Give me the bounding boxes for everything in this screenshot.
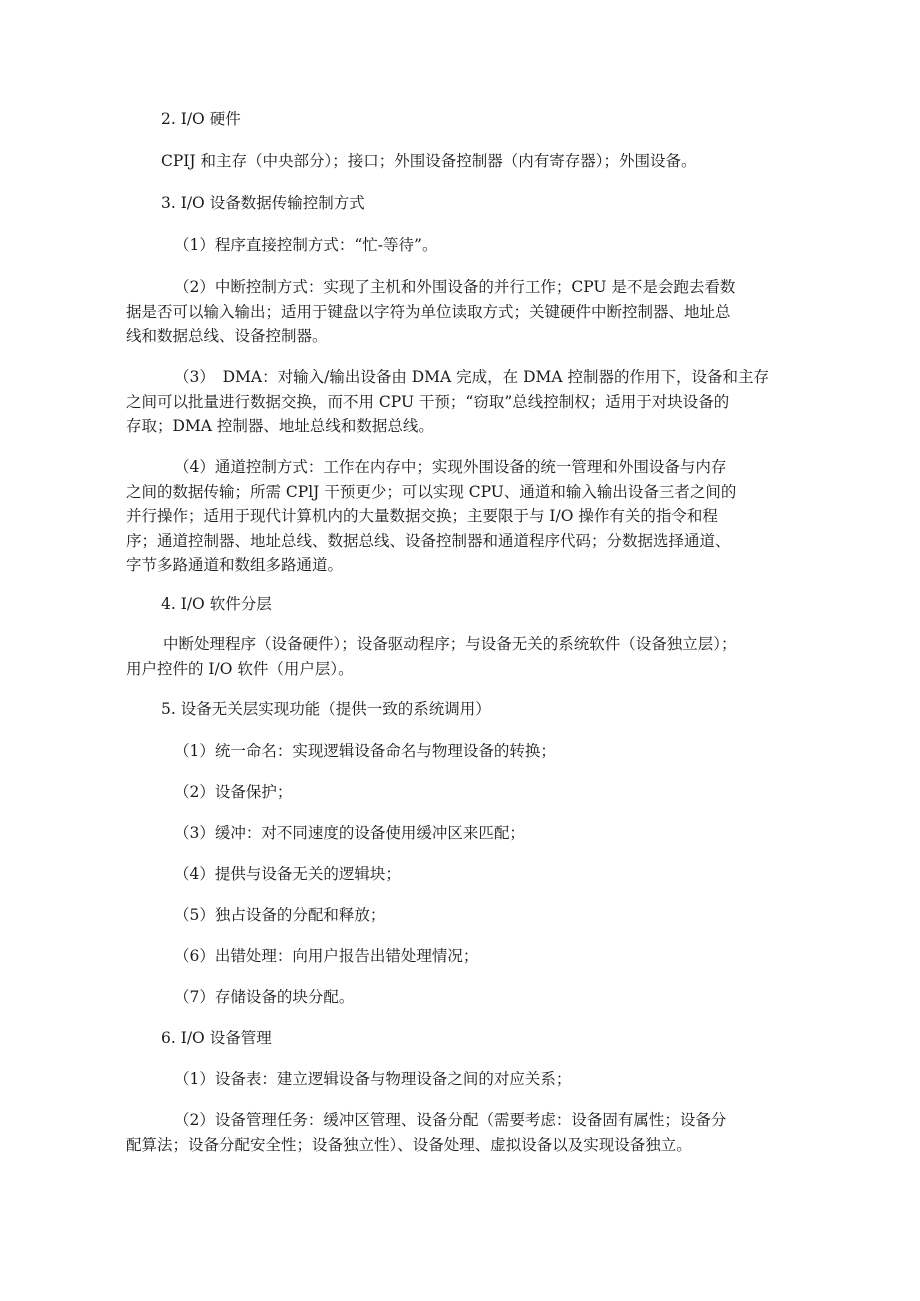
text-line: 线和数据总线、设备控制器。 (126, 327, 328, 345)
text-line: （7）存储设备的块分配。 (174, 988, 355, 1006)
text-line: （4）提供与设备无关的逻辑块； (174, 865, 401, 883)
text-line: （6）出错处理：向用户报告出错处理情况； (174, 947, 479, 965)
heading-device-management (161, 1026, 833, 1051)
text-line: （3）缓冲：对不同速度的设备使用缓冲区来匹配； (174, 824, 525, 842)
item-channel-control (126, 455, 798, 578)
text-line: （4）通道控制方式：工作在内存中；实现外围设备的统一管理和外围设备与内存 (174, 458, 727, 476)
text-line: （1）统一命名：实现逻辑设备命名与物理设备的转换； (174, 742, 556, 760)
text-line: 6. I/O 设备管理 (161, 1029, 272, 1047)
text-line: 之间可以批量进行数据交换，而不用 CPU 干预；“窃取”总线控制权；适用于对块设备的 (126, 392, 730, 411)
text-line: 配算法；设备分配安全性；设备独立性）、设备处理、虚拟设备以及实现设备独立。 (126, 1135, 692, 1154)
item-management-tasks (126, 1108, 798, 1157)
text-line: 3. I/O 设备数据传输控制方式 (161, 194, 365, 212)
item-interrupt-control (126, 275, 798, 349)
heading-transfer-control (161, 191, 833, 216)
text-line: （2）中断控制方式：实现了主机和外围设备的并行工作；CPU 是不是会跑去看数 (174, 278, 736, 296)
heading-software-layers (161, 592, 833, 617)
text-line: 字节多路通道和数组多路通道。 (126, 556, 344, 574)
text-line: 之间的数据传输；所需 CPlJ 干预更少；可以实现 CPU、通道和输入输出设备三者之间的 (126, 482, 737, 501)
text-line: （5）独占设备的分配和释放； (174, 906, 386, 924)
text-line: 序；通道控制器、地址总线、数据总线、设备控制器和通道程序代码；分数据选择通道、 (126, 531, 731, 550)
text-line: 4. I/O 软件分层 (161, 595, 272, 613)
text-line: （3） DMA：对输入/输出设备由 DMA 完成，在 DMA 控制器的作用下，设备和主存 (174, 368, 770, 386)
text-line: CPIJ 和主存（中央部分）；接口；外围设备控制器（内有寄存器）；外围设备。 (161, 152, 697, 170)
heading-device-independent (161, 697, 833, 722)
item-device-table (174, 1067, 846, 1092)
text-line: 据是否可以输入输出；适用于键盘以字符为单位读取方式；关键硬件中断控制器、地址总 (126, 302, 731, 321)
text-line: （1）程序直接控制方式：“忙-等待”。 (174, 236, 438, 254)
heading-io-hardware (161, 107, 833, 132)
paragraph-software-layers (126, 632, 798, 681)
item-block-allocation (174, 985, 846, 1010)
text-line: 2. I/O 硬件 (161, 110, 241, 128)
paragraph-io-hardware (161, 149, 833, 174)
text-line: （2）设备管理任务：缓冲区管理、设备分配（需要考虑：设备固有属性；设备分 (174, 1111, 727, 1129)
text-line: 存取；DMA 控制器、地址总线和数据总线。 (126, 417, 434, 435)
item-logical-block (174, 862, 846, 887)
item-exclusive-device (174, 903, 846, 928)
text-line: 中断处理程序（设备硬件）；设备驱动程序；与设备无关的系统软件（设备独立层）； (163, 635, 737, 653)
text-line: （1）设备表：建立逻辑设备与物理设备之间的对应关系； (174, 1070, 572, 1088)
item-unified-naming (174, 739, 846, 764)
text-line: （2）设备保护； (174, 783, 293, 801)
item-buffering (174, 821, 846, 846)
text-line: 并行操作；适用于现代计算机内的大量数据交换；主要限于与 I/O 操作有关的指令和程 (126, 507, 718, 525)
item-dma-control (126, 365, 798, 439)
item-device-protection (174, 780, 846, 805)
item-error-handling (174, 944, 846, 969)
text-line: 5. 设备无关层实现功能（提供一致的系统调用） (161, 700, 491, 718)
item-program-control (174, 233, 846, 258)
text-line: 用户控件的 I/O 软件（用户层）。 (126, 659, 354, 678)
